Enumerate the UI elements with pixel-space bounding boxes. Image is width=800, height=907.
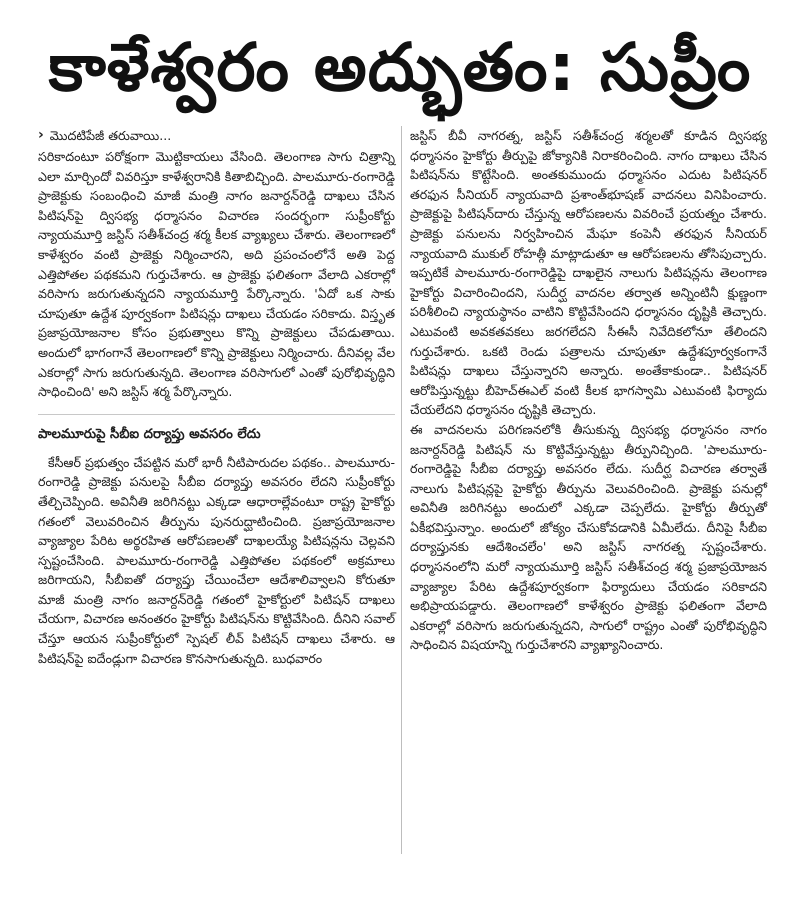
article-paragraph: ఈ వాదనలను పరిగణనలోకి తీసుకున్న ద్విసభ్య ధర్మాసనం నాగం జనార్దన్‌రెడ్డి పిటిషన్ ను కొట్టివేస్తున్నట్టు తీర్పునిచ్చింది. 'పాలమూరు-రంగారెడ్డిపై సీబీఐ దర్యాప్తు అవసరం లేదు. సుదీర్ఘ విచారణ తర్వాతే నాలుగు పిటిషన్లపై హైకోర్టు తీర్పును వెలువరించింది. ప్రాజెక్టు పనుల్లో అవినీతి జరిగినట్టు అందులో ఎక్కడా చెప్పలేదు. హైకోర్టు తీర్పుతో ఏకీభవిస్తున్నాం. అందులో జోక్యం చేసుకోవడానికి ఏమీలేదు. దీనిపై సీబీఐ దర్యాప్తునకు ఆదేశించలేం' అని జస్టిస్ నాగరత్న స్పష్టంచేశారు. ధర్మాసనంలోని మరో న్యాయమూర్తి జస్టిస్ సతీశ్‌చంద్ర శర్మ ప్రజాప్రయోజన వ్యాజ్యాల పేరిట ఉద్దేశపూర్వకంగా ఫిర్యాదులు చేయడం సరికాదని అభిప్రాయపడ్డారు. తెలంగాణలో కాళేశ్వరం ప్రాజెక్టు ఫలితంగా వేలాది ఎకరాల్లో వరిసాగు జరుగుతున్నదని, సాగులో రాష్ట్రం ఎంతో పురోభివృద్ధిని సాధించిన విషయాన్ని గుర్తుచేశారని వ్యాఖ్యానించారు. <box>410 421 767 653</box>
continuation-marker <box>38 126 395 146</box>
right-column <box>410 126 767 655</box>
subheading: పాలమూరుపై సీబీఐ దర్యాప్తు అవసరం లేదు <box>38 414 395 445</box>
chevron-right-icon: › <box>38 127 44 144</box>
headline: కాళేశ్వరం అద్భుతం: సుప్రీం <box>48 29 752 106</box>
continuation-text: మొదటిపేజీ తరువాయి... <box>49 128 172 144</box>
article-paragraph: కేసీఆర్ ప్రభుత్వం చేపట్టిన మరో భారీ నీటిపారుదల పథకం.. పాలమూరు-రంగారెడ్డి ప్రాజెక్టు పనులపై సీబీఐ దర్యాప్తు అవసరం లేదని సుప్రీంకోర్టు తేల్చిచెప్పింది. అవినీతి జరిగినట్టు ఎక్కడా ఆధారాల్లేవంటూ రాష్ట్ర హైకోర్టు గతంలో వెలువరించిన తీర్పును పునరుద్ఘాటించింది. ప్రజాప్రయోజనాల వ్యాజ్యాల పేరిట అర్థరహిత ఆరోపణలతో దాఖలయ్యే పిటిషన్లను చెల్లవని స్పష్టంచేసింది. పాలమూరు-రంగారెడ్డి ఎత్తిపోతల పథకంలో అక్రమాలు జరిగాయని, సీబీఐతో దర్యాప్తు చేయించేలా ఆదేశాలివ్వాలని కోరుతూ మాజీ మంత్రి నాగం జనార్దన్‌రెడ్డి గతంలో హైకోర్టులో పిటిషన్ దాఖలు చేయగా, విచారణ అనంతరం హైకోర్టు పిటిషన్‌ను కొట్టివేసింది. దీనిని సవాల్ చేస్తూ ఆయన సుప్రీంకోర్టులో స్పెషల్ లీవ్ పిటిషన్ దాఖలు చేశారు. ఆ పిటిషన్‌పై ఐదేండ్లుగా విచారణ కొనసాగుతున్నది. బుధవారం <box>38 454 395 666</box>
left-column <box>38 126 395 668</box>
article-paragraph: సరికాదంటూ పరోక్షంగా మొట్టికాయలు వేసింది. తెలంగాణ సాగు చిత్రాన్ని ఎలా మార్చిందో వివరిస్తూ కాళేశ్వరానికి కితాబిచ్చింది. పాలమూరు-రంగారెడ్డి ప్రాజెక్టుకు సంబంధించి మాజీ మంత్రి నాగం జనార్దన్‌రెడ్డి దాఖలు చేసిన పిటిషన్‌పై ద్విసభ్య ధర్మాసనం విచారణ సందర్భంగా సుప్రీంకోర్టు న్యాయమూర్తి జస్టిస్ సతీశ్‌చంద్ర శర్మ కీలక వ్యాఖ్యలు చేశారు. తెలంగాణలో కాళేశ్వరం వంటి ప్రాజెక్టు నిర్మించారని, అది ప్రపంచంలోనే అతి పెద్ద ఎత్తిపోతల పథకమని గుర్తుచేశారు. ఆ ప్రాజెక్టు ఫలితంగా వేలాది ఎకరాల్లో వరిసాగు జరుగుతున్నదని న్యాయమూర్తి పేర్కొన్నారు. 'ఏదో ఒక సాకు చూపుతూ ఉద్దేశ పూర్వకంగా పిటిషన్లు దాఖలు చేయడం సరికాదు. విస్తృత ప్రజాప్రయోజనాల కోసం ప్రభుత్వాలు కొన్ని ప్రాజెక్టులు చేపడుతాయి. అందులో భాగంగానే తెలంగాణలో కొన్ని ప్రాజెక్టులు నిర్మించారు. దీనివల్ల వేల ఎకరాల్లో సాగు జరుగుతున్నది. తెలంగాణ వరిసాగులో ఎంతో పురోభివృద్ధిని సాధించింది' అని జస్టిస్ శర్మ పేర్కొన్నారు. <box>38 149 395 400</box>
column-divider <box>401 126 402 854</box>
article-paragraph: జస్టిస్ బీవీ నాగరత్న, జస్టిస్ సతీశ్‌చంద్ర శర్మలతో కూడిన ద్విసభ్య ధర్మాసనం హైకోర్టు తీర్పుపై జోక్యానికి నిరాకరించింది. నాగం దాఖలు చేసిన పిటిషన్‌ను కొట్టేసింది. అంతకుముందు ధర్మాసనం ఎదుట పిటిషనర్ తరఫున సీనియర్ న్యాయవాది ప్రశాంత్‌భూషణ్ వాదనలు వినిపించారు. ప్రాజెక్టుపై పిటిషన్‌దారు చేస్తున్న ఆరోపణలను వివరించే ప్రయత్నం చేశారు. ప్రాజెక్టు పనులను నిర్వహించిన మేఘా కంపెనీ తరఫున సీనియర్ న్యాయవాది ముకుల్ రోహత్గీ మాట్లాడుతూ ఆ ఆరోపణలను తోసిపుచ్చారు. ఇప్పటికే పాలమూరు-రంగారెడ్డిపై దాఖలైన నాలుగు పిటిషన్లను తెలంగాణ హైకోర్టు విచారించిందని, సుదీర్ఘ వాదనల తర్వాత అన్నింటినీ క్షుణ్ణంగా పరిశీలించి న్యాయస్థానం వాటిని కొట్టివేసిందని ధర్మాసనం దృష్టికి తెచ్చారు. ఎటువంటి అవకతవకలు జరగలేదని సీఈసీ నివేదికలోనూ తేలిందని గుర్తుచేశారు. ఒకటి రెండు పత్రాలను చూపుతూ ఉద్దేశపూర్వకంగానే పిటిషన్లు దాఖలు చేస్తున్నారని అన్నారు. అంతేకాకుండా.. పిటిషనర్ ఆరోపిస్తున్నట్టు బీహెచ్ఈఎల్ వంటి కీలక భాగస్వామి ఎటువంటి ఫిర్యాదు చేయలేదని ధర్మాసనం దృష్టికి తెచ్చారు. <box>410 128 767 418</box>
